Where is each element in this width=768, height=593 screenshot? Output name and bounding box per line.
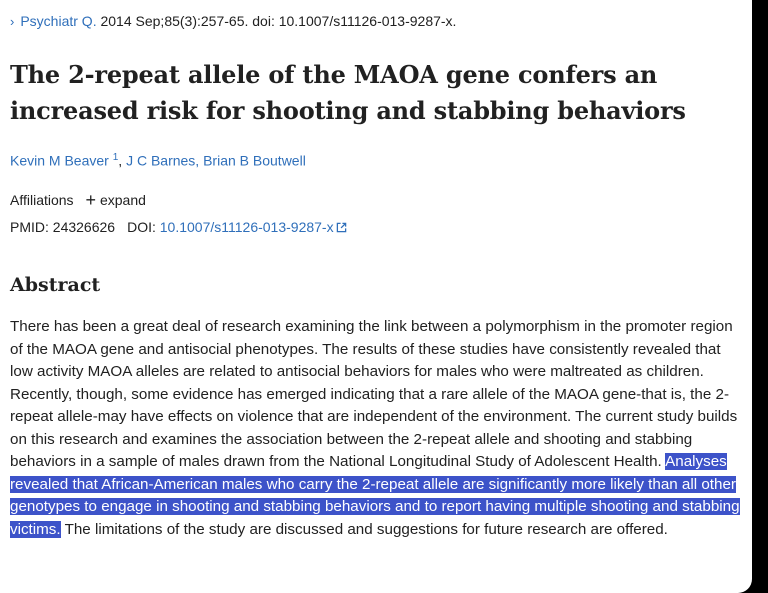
abstract-text-before: There has been a great deal of research examining the link between a polymorphism in the promoter region of the MAOA gene and antisocial phenotypes. The results of these studies have consistently revealed that low activity MAOA alleles are related to antisocial behaviors for males who were maltreated as children. Recently, though, some evidence has emerged indicating that a rare allele of the MAOA gene-that is, the 2-repeat allele-may have effects on violence that are independent of the environment. The current study builds on this research and examines the association between the 2-repeat allele and shooting and stabbing behaviors in a sample of males drawn from the National Longitudinal Study of Adolescent Health. <box>10 318 738 470</box>
pmid-value: 24326626 <box>52 219 116 235</box>
author-link[interactable]: Kevin M Beaver <box>10 152 109 169</box>
author-list <box>10 152 306 169</box>
chevron-right-icon[interactable]: › <box>10 14 15 29</box>
identifiers-row <box>10 219 347 235</box>
pmid-label: PMID: <box>10 219 49 235</box>
affiliations-row <box>10 190 146 211</box>
citation-line <box>10 13 456 29</box>
expand-label: expand <box>99 192 146 208</box>
plus-icon: + <box>85 190 96 210</box>
abstract-text <box>10 316 745 541</box>
external-link-icon <box>336 222 347 233</box>
abstract-text-after: The limitations of the study are discussed and suggestions for future research are offered. <box>60 520 668 538</box>
highlighted-selection: Analyses revealed that African-American males who carry the 2-repeat allele are significantly more likely than all other genotypes to engage in shooting and stabbing behaviors and to report having multiple shooting and stabbing victims. <box>10 453 740 538</box>
author-links[interactable]: J C Barnes, Brian B Boutwell <box>126 152 306 169</box>
doi-label: DOI: <box>127 219 156 235</box>
journal-link[interactable]: Psychiatr Q. <box>20 13 97 29</box>
doi-link[interactable] <box>160 219 347 235</box>
citation-details: 2014 Sep;85(3):257-65. doi: 10.1007/s11126-013-9287-x. <box>96 13 457 29</box>
author-separator: , <box>118 152 127 169</box>
abstract-heading: Abstract <box>10 274 101 296</box>
article-title: The 2-repeat allele of the MAOA gene confers an increased risk for shooting and stabbing behaviors <box>10 60 686 125</box>
affiliation-marker[interactable]: 1 <box>112 152 119 163</box>
doi-value: 10.1007/s11126-013-9287-x <box>159 219 334 235</box>
expand-button[interactable] <box>85 192 145 208</box>
affiliations-label: Affiliations <box>10 192 74 208</box>
